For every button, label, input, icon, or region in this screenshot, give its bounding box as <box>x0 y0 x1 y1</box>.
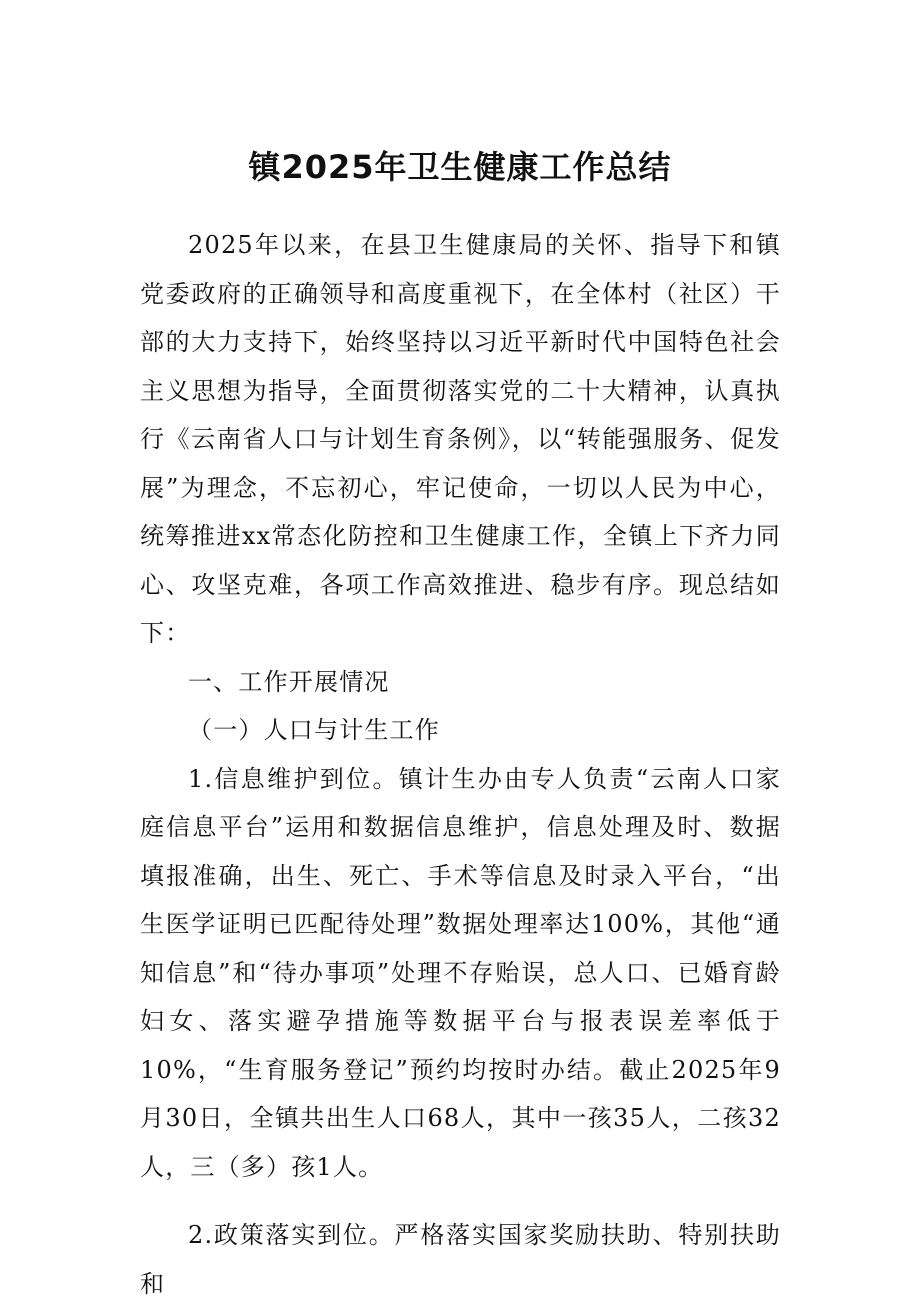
paragraph-gap <box>140 1191 781 1211</box>
item-2-paragraph: 2.政策落实到位。严格落实国家奖励扶助、特别扶助和 <box>140 1221 781 1298</box>
document-body <box>140 221 781 1308</box>
item-1-paragraph: 1.信息维护到位。镇计生办由专人负责“云南人口家庭信息平台”运用和数据信息维护，信息处理及时、数据填报准确，出生、死亡、手术等信息及时录入平台，“出生医学证明已匹配待处理”数据处理率达100%，其他“通知信息”和“待办事项”处理不存贻误，总人口、已婚育龄妇女、落实避孕措施等数据平台与报表误差率低于10%，“生育服务登记”预约均按时办结。截止2025年9月30日，全镇共出生人口68人，其中一孩35人，二孩32人，三（多）孩1人。 <box>140 764 781 1181</box>
document-title: 镇2025年卫生健康工作总结 <box>248 148 672 186</box>
subsection-heading: （一）人口与计生工作 <box>188 716 440 744</box>
section-heading: 一、工作开展情况 <box>188 667 390 696</box>
intro-paragraph: 2025年以来，在县卫生健康局的关怀、指导下和镇党委政府的正确领导和高度重视下，在全体村（社区）干部的大力支持下，始终坚持以习近平新时代中国特色社会主义思想为指导，全面贯彻落实党的二十大精神，认真执行《云南省人口与计划生育条例》，以“转能强服务、促发展”为理念，不忘初心，牢记使命，一切以人民为中心，统筹推进xx常态化防控和卫生健康工作，全镇上下齐力同心、攻坚克难，各项工作高效推进、稳步有序。现总结如下： <box>140 231 781 647</box>
